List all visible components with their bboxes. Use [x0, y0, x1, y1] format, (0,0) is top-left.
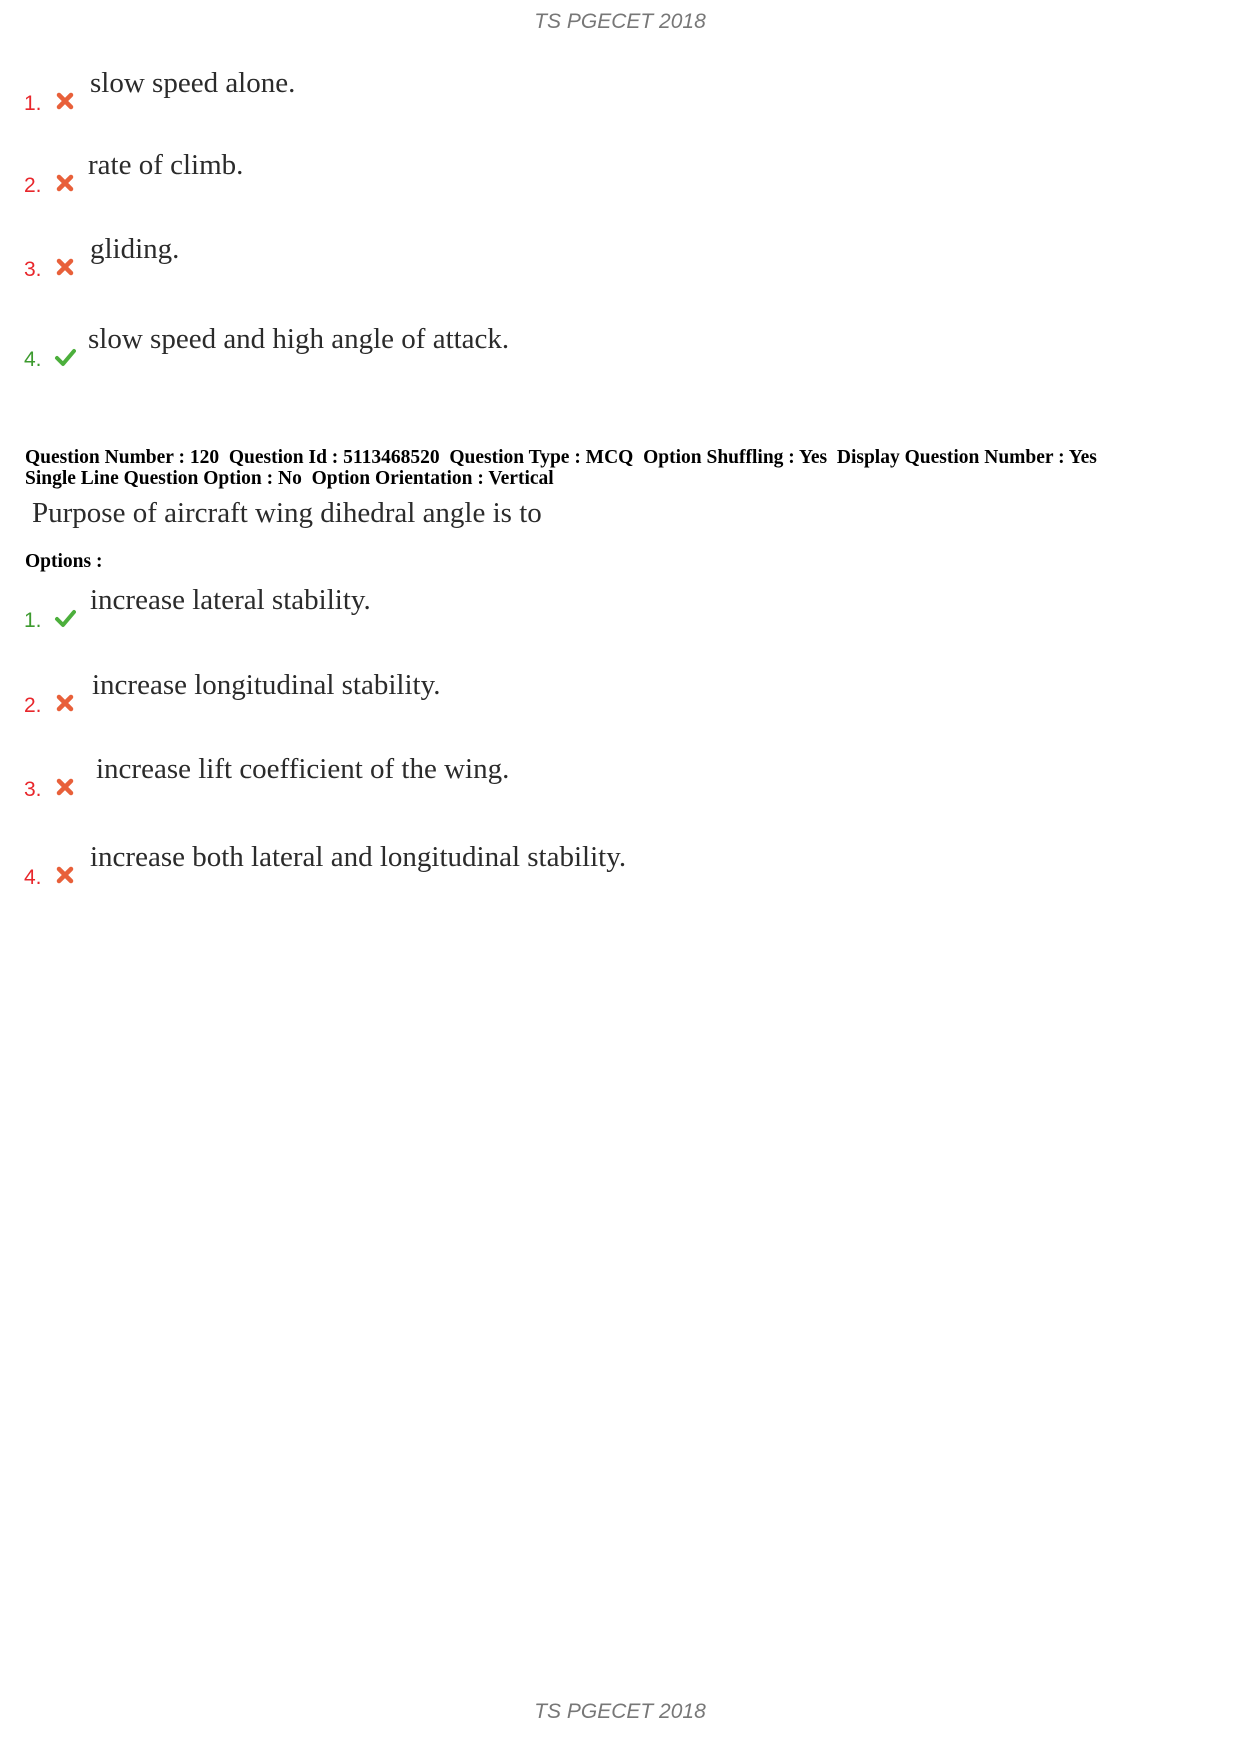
option-text: increase lift coefficient of the wing. [96, 753, 510, 785]
option-text: increase both lateral and longitudinal stability. [90, 841, 627, 873]
page-footer: TS PGECET 2018 [534, 1700, 706, 1723]
option-text: rate of climb. [88, 149, 244, 181]
cross-icon [54, 776, 76, 798]
option-number: 3. [24, 258, 42, 281]
page-header: TS PGECET 2018 [534, 10, 706, 33]
option-number: 3. [24, 778, 42, 801]
cross-icon [54, 692, 76, 714]
question-meta-line-2: Single Line Question Option : No Option Orientation : Vertical [25, 468, 554, 489]
question-meta [25, 447, 1225, 489]
option-number: 2. [24, 694, 42, 717]
prev-option-3 [24, 232, 1174, 282]
option-text: slow speed alone. [90, 67, 296, 99]
option-number: 1. [24, 92, 42, 115]
check-icon [54, 346, 76, 368]
cross-icon [54, 90, 76, 112]
option-2 [24, 668, 1174, 718]
option-text: increase longitudinal stability. [92, 669, 441, 701]
option-3 [24, 752, 1174, 802]
prev-option-2 [24, 148, 1174, 198]
option-number: 1. [24, 609, 42, 632]
prev-option-4 [24, 322, 1174, 372]
question-meta-line-1: Question Number : 120 Question Id : 5113468520 Question Type : MCQ Option Shuffling : Yes Display Question Number : Yes [25, 447, 1097, 468]
option-number: 4. [24, 866, 42, 889]
check-icon [54, 607, 76, 629]
option-4 [24, 840, 1174, 890]
option-text: increase lateral stability. [90, 584, 371, 616]
option-1 [24, 583, 1174, 633]
prev-option-1 [24, 66, 1174, 116]
cross-icon [54, 172, 76, 194]
question-text: Purpose of aircraft wing dihedral angle is to [32, 497, 542, 529]
option-text: slow speed and high angle of attack. [88, 323, 510, 355]
options-label: Options : [25, 551, 103, 572]
option-number: 2. [24, 174, 42, 197]
option-text: gliding. [90, 233, 180, 265]
cross-icon [54, 256, 76, 278]
cross-icon [54, 864, 76, 886]
option-number: 4. [24, 348, 42, 371]
